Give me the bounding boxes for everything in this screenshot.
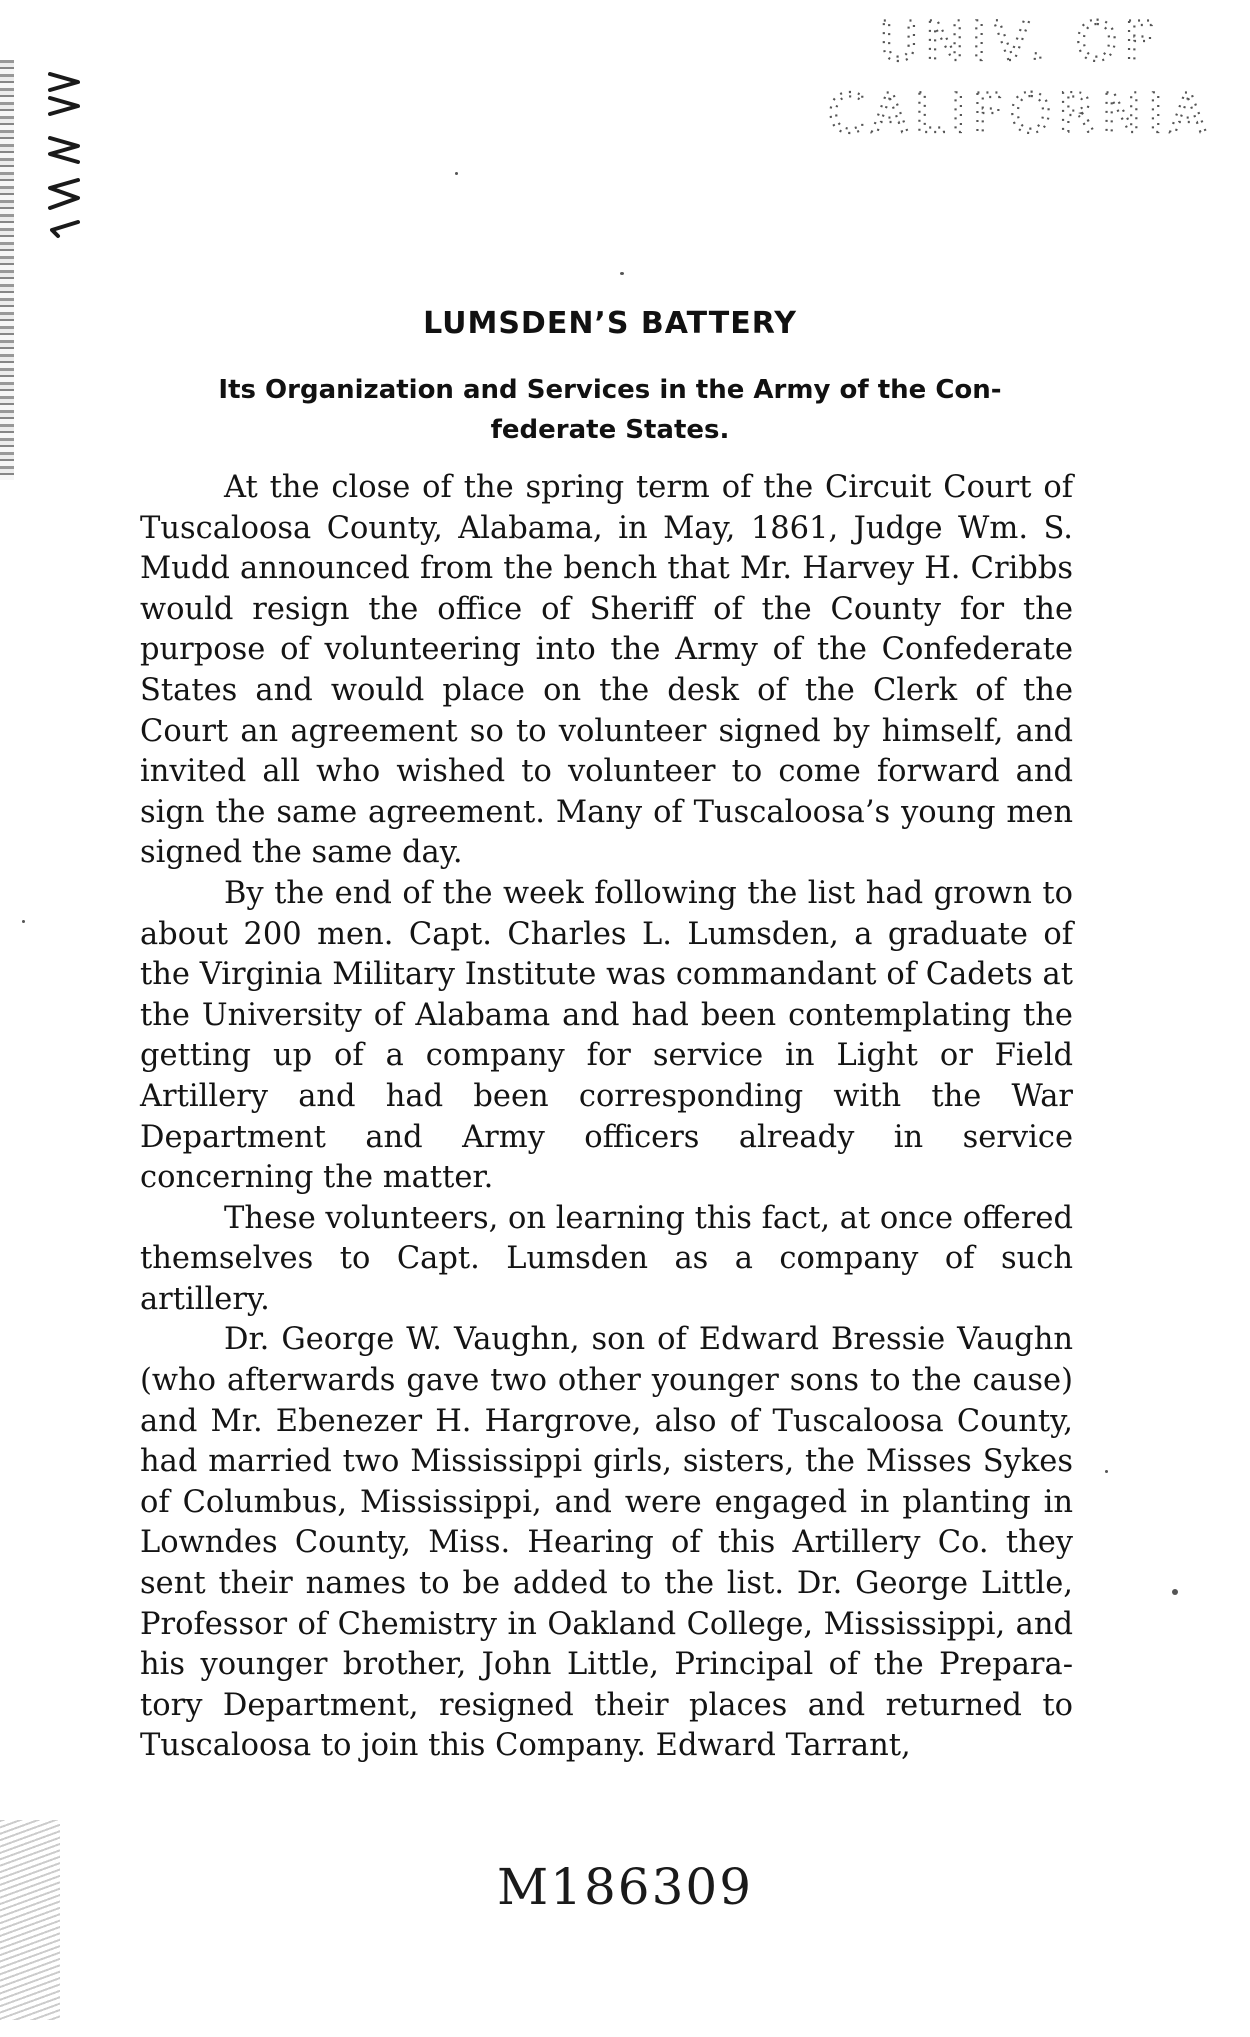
scan-speck [22, 920, 25, 923]
paragraph: By the end of the week following the list had grown to about 200 men. Capt. Charles L. Lumsden, a graduate of the Virginia Military Institute was commandant of Cadets at the University of Alabama and had been contemplating the getting up of a company for service in Light or Field Artillery and had been corresponding with the War Department and Army officers already in service concerning the matter. [140, 875, 1073, 1196]
scan-edge-noise-bottom [0, 1820, 60, 2020]
paragraph: At the close of the spring term of the Circuit Court of Tuscaloosa County, Alabama, in May, 1861, Judge Wm. S. Mudd announced from the bench that Mr. Harvey H. Cribbs would resign the office of Sheriff of the County for the purpose of volunteering into the Army of the Confederate States and would place on the desk of the Clerk of the Court an agreement so to volunteer signed by himself, and invited all who wished to volunteer to come forward and sign the same agreement. Many of Tuscaloosa’s young men signed the same day. [140, 470, 1073, 871]
svg-text:UNIV. OF: UNIV. OF [879, 10, 1161, 73]
handwritten-marginal-signature [38, 70, 98, 240]
svg-text:CALIFORNIA: CALIFORNIA [827, 82, 1213, 145]
scan-speck [620, 272, 624, 275]
scan-speck [455, 172, 458, 175]
body-text [140, 468, 1073, 1767]
subtitle-text: Its Organization and Services in the Army of the Con- federate States. [218, 375, 1002, 445]
scan-edge-noise [0, 60, 14, 480]
document-title: LUMSDEN’S BATTERY [423, 306, 797, 341]
library-perforated-stamp [790, 8, 1230, 148]
paragraph: Dr. George W. Vaughn, son of Edward Bressie Vaughn (who afterwards gave two other younger sons to the cause) and Mr. Ebenezer H. Hargrove, also of Tuscaloosa County, had married two Mississippi girls, sisters, the Misses Sykes of Columbus, Mississippi, and were engaged in planting in Lowndes County, Miss. Hearing of this Artillery Co. they sent their names to be added to the list. Dr. George Little, Professor of Chemistry in Oakland College, Mississippi, and his younger brother, John Little, Principal of the Preparatory Department, resigned their places and returned to Tuscaloosa to join this Company. Edward Tarrant, [140, 1322, 1073, 1764]
catalog-number: M186309 [496, 1858, 754, 1916]
scan-speck [1105, 1470, 1108, 1473]
scan-speck [1172, 1589, 1178, 1595]
paragraph: These volunteers, on learning this fact, at once offered themselves to Capt. Lumsden as a company of such artillery. [140, 1200, 1073, 1317]
document-subtitle [140, 370, 1080, 450]
